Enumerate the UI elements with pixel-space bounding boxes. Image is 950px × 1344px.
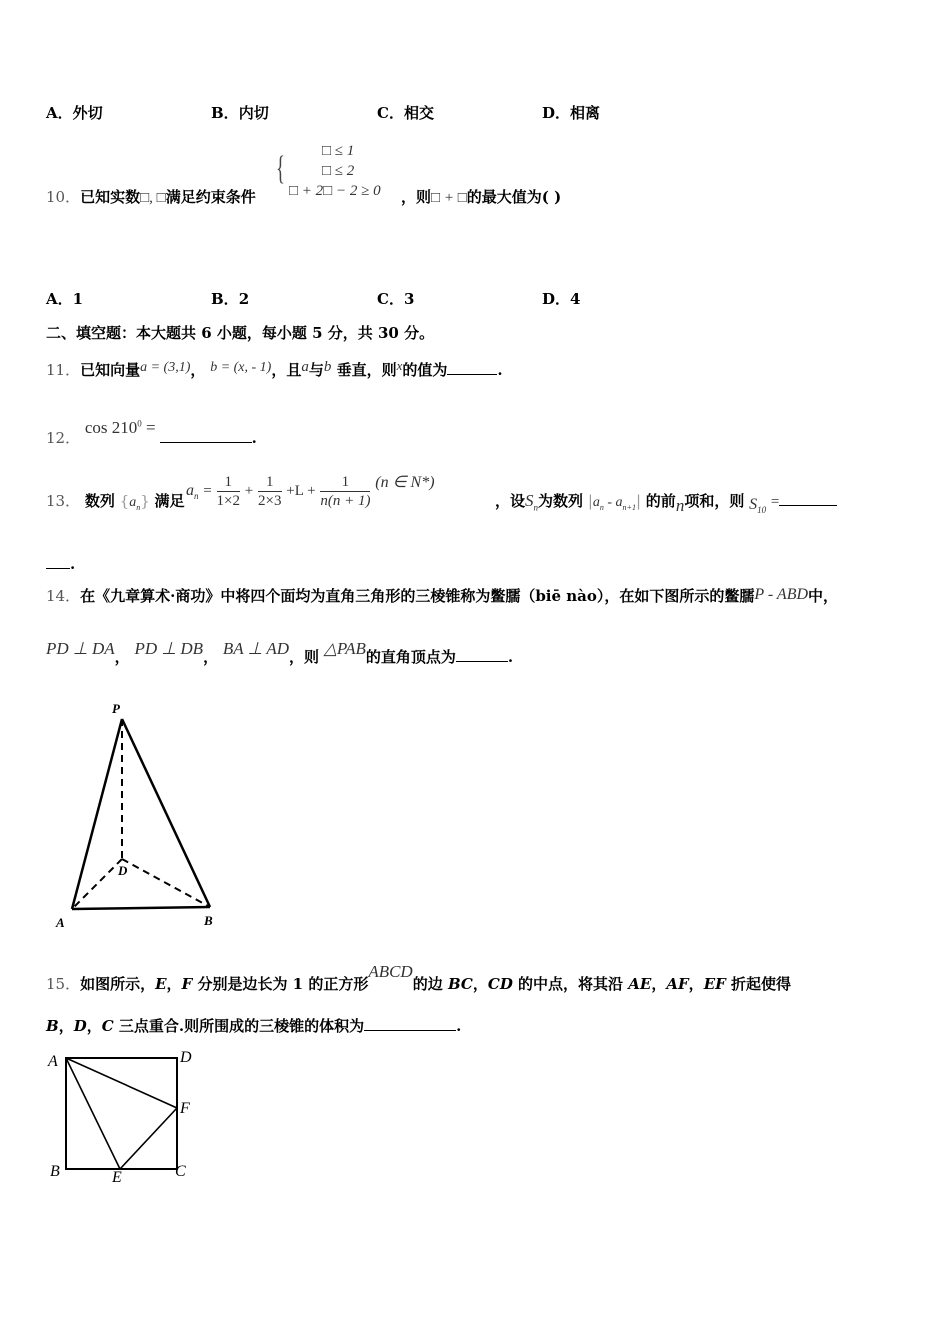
q15-answer-blank[interactable] bbox=[364, 1016, 456, 1031]
q14-conditions: PD ⊥ DA， PD ⊥ DB， BA ⊥ AD，则 △PAB的直角顶点为 . bbox=[46, 639, 514, 666]
brace: { bbox=[276, 150, 285, 187]
label-C: C bbox=[175, 1163, 186, 1180]
edge-PB bbox=[122, 719, 210, 907]
q9-option-a: A．外切 bbox=[46, 104, 103, 122]
question-12: 12． $\cos 210^0$ =. bbox=[46, 418, 257, 447]
q15-line-2: B，D，C 三点重合.则所围成的三棱锥的体积为 . bbox=[46, 1017, 462, 1035]
square-ABCD bbox=[66, 1058, 177, 1169]
q10-constraint-1: □ ≤ 1 bbox=[322, 143, 355, 159]
label-F: F bbox=[180, 1100, 190, 1117]
label-E: E bbox=[112, 1169, 122, 1186]
q9-option-d: D．相离 bbox=[542, 104, 601, 122]
q10-constraint-2: □ ≤ 2 bbox=[322, 163, 355, 179]
q15-square-figure bbox=[44, 1046, 204, 1190]
q10-stem-end: ，则□ + □的最大值为( ) bbox=[401, 188, 562, 206]
segment-EF bbox=[120, 1108, 177, 1169]
label-B: B bbox=[204, 913, 213, 928]
q10-option-c: C．3 bbox=[377, 290, 415, 308]
q13-answer-blank-2[interactable] bbox=[46, 554, 70, 569]
q11-answer-blank[interactable] bbox=[447, 360, 497, 375]
label-A: A bbox=[56, 915, 65, 930]
question-11: 11．已知向量a = (3,1)， b = (x, - 1)，且a与b 垂直，则x的值为 . bbox=[46, 358, 503, 379]
edge-PA bbox=[72, 719, 122, 909]
q10-option-b: B．2 bbox=[211, 290, 250, 308]
q9-option-b: B．内切 bbox=[211, 104, 269, 122]
segment-AE bbox=[66, 1058, 120, 1169]
question-15: 15．如图所示，E，F 分别是边长为 1 的正方形ABCD的边 BC，CD 的中点，将其沿 AE，AF，EF 折起使得 bbox=[46, 962, 792, 993]
q10-stem: 10．已知实数□, □满足约束条件 bbox=[46, 188, 256, 206]
segment-AF bbox=[66, 1058, 177, 1108]
edge-AB bbox=[72, 907, 210, 909]
question-14: 14．在《九章算术·商功》中将四个面均为直角三角形的三棱锥称为鳖臑（biē nào），在如下图所示的鳖臑P - ABD中， bbox=[46, 586, 839, 605]
q10-option-a: A．1 bbox=[46, 290, 84, 308]
q14-answer-blank[interactable] bbox=[456, 647, 508, 662]
label-D: D bbox=[180, 1049, 192, 1066]
edge-DB bbox=[122, 859, 210, 907]
fraction-2: $\frac{1}{2\times 3}$ bbox=[258, 473, 282, 509]
label-P: P bbox=[112, 701, 120, 716]
q10-constraint-3: □ + 2□ − 2 ≥ 0 bbox=[289, 183, 381, 199]
q10-option-d: D．4 bbox=[542, 290, 581, 308]
q14-pyramid-figure bbox=[50, 695, 230, 935]
question-13: 13． 数列 $\{a_n\}$ 满足 bbox=[46, 492, 185, 512]
label-A: A bbox=[48, 1053, 58, 1070]
q13-blank-continuation: . bbox=[46, 554, 75, 573]
q13-formula: $a_n$ = $\frac{1}{1\times 2}$ + $\frac{1}{2\times 3}$ +L + $\frac{1}{n(n + 1)}$ (n ∈ N*) bbox=[186, 473, 435, 509]
q13-stem-end: ，设$S_n$为数列 $|a_n - a_{n+1}|$ 的前n项和，则 $S_{10}$ = bbox=[495, 490, 837, 512]
fraction-3: $\frac{1}{n(n + 1)}$ bbox=[320, 473, 371, 509]
label-B: B bbox=[50, 1163, 60, 1180]
q9-option-c: C．相交 bbox=[377, 104, 434, 122]
section-heading-fill-in: 二、填空题：本大题共 6 小题，每小题 5 分，共 30 分。 bbox=[46, 324, 435, 342]
q12-answer-blank[interactable] bbox=[160, 428, 252, 443]
fraction-1: $\frac{1}{1\times 2}$ bbox=[216, 473, 240, 509]
label-D: D bbox=[118, 863, 128, 878]
q13-answer-blank-1[interactable] bbox=[779, 491, 837, 506]
